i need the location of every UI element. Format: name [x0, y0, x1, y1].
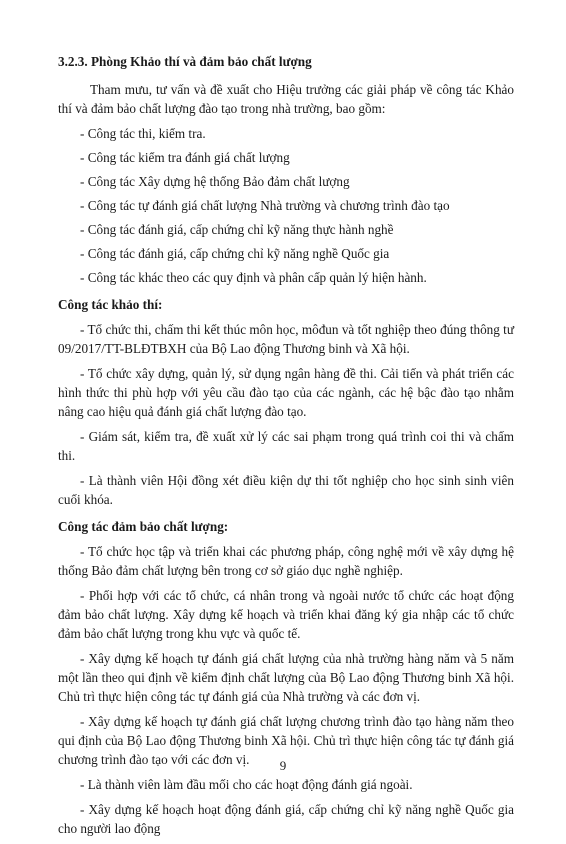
qa-item: - Xây dựng kế hoạch tự đánh giá chất lượng chương trình đào tạo hàng năm theo qui định của Bộ Lao động Thương binh Xã hội. Chủ trì thực hiện công tác tự đánh giá chương trình đào tạo với các đơn vị. — [58, 714, 514, 767]
task-item: - Công tác khác theo các quy định và phân cấp quản lý hiện hành. — [80, 270, 427, 285]
task-item: - Công tác đánh giá, cấp chứng chỉ kỹ năng thực hành nghề — [80, 222, 394, 237]
qa-item: - Tổ chức học tập và triển khai các phương pháp, công nghệ mới về xây dựng hệ thống Bảo đảm chất lượng bên trong cơ sở giáo dục nghề nghiệp. — [58, 544, 514, 578]
exam-item: - Giám sát, kiểm tra, đề xuất xử lý các sai phạm trong quá trình coi thi và chấm thi. — [58, 429, 514, 463]
exam-item: - Tổ chức xây dựng, quản lý, sử dụng ngân hàng đề thi. Cải tiến và phát triển các hình thức thi phù hợp với yêu cầu đào tạo của các ngành, các hệ bậc đào tạo nhằm nâng cao hiệu quả đánh giá chất lượng đào tạo. — [58, 366, 514, 419]
task-item: - Công tác Xây dựng hệ thống Bảo đảm chất lượng — [80, 174, 350, 189]
qa-item: - Xây dựng kế hoạch hoạt động đánh giá, cấp chứng chỉ kỹ năng nghề Quốc gia cho người lao động — [58, 802, 514, 836]
page-content — [58, 52, 514, 844]
intro-paragraph: Tham mưu, tư vấn và đề xuất cho Hiệu trưởng các giải pháp về công tác Khảo thí và đảm bảo chất lượng đào tạo trong nhà trường, bao gồm: — [58, 82, 514, 116]
qa-item: - Phối hợp với các tổ chức, cá nhân trong và ngoài nước tổ chức các hoạt động đảm bảo chất lượng. Xây dựng kế hoạch và triển khai đăng ký gia nhập các tổ chức đảm bảo chất lượng trong khu vực và quốc tế. — [58, 588, 514, 641]
exam-section-list — [58, 320, 514, 509]
exam-item: - Tổ chức thi, chấm thi kết thúc môn học, môđun và tốt nghiệp theo đúng thông tư 09/2017/TT-BLĐTBXH của Bộ Lao động Thương binh và Xã hội. — [58, 322, 514, 356]
task-item: - Công tác kiểm tra đánh giá chất lượng — [80, 150, 290, 165]
task-item: - Công tác đánh giá, cấp chứng chỉ kỹ năng nghề Quốc gia — [80, 246, 390, 261]
task-item: - Công tác thi, kiểm tra. — [80, 126, 206, 141]
exam-item: - Là thành viên Hội đồng xét điều kiện dự thi tốt nghiệp cho học sinh sinh viên cuối khóa. — [58, 473, 514, 507]
page-number: 9 — [279, 758, 287, 773]
qa-section-list — [58, 542, 514, 838]
qa-item: - Xây dựng kế hoạch tự đánh giá chất lượng của nhà trường hàng năm và 5 năm một lần theo qui định về kiểm định chất lượng của Bộ Lao động Thương binh Xã hội. Chủ trì thực hiện công tác tự đánh giá của Nhà trường và các đơn vị. — [58, 651, 514, 704]
qa-item: - Là thành viên làm đầu mối cho các hoạt động đánh giá ngoài. — [80, 777, 413, 792]
task-list — [58, 124, 514, 287]
qa-section-title: Công tác đảm bảo chất lượng: — [58, 519, 229, 534]
exam-section-title: Công tác khảo thí: — [58, 297, 163, 312]
task-item: - Công tác tự đánh giá chất lượng Nhà trường và chương trình đào tạo — [80, 198, 450, 213]
section-heading: 3.2.3. Phòng Khảo thí và đảm bảo chất lượng — [58, 54, 312, 69]
